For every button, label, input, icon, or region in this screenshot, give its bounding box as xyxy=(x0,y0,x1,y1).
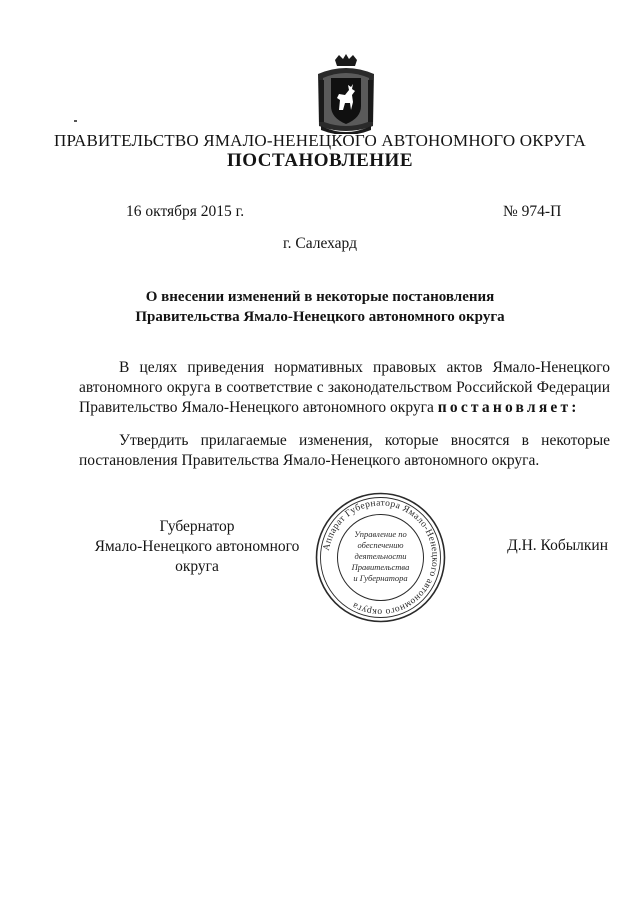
document-date: 16 октября 2015 г. xyxy=(126,203,245,220)
signatory-name: Д.Н. Кобылкин xyxy=(507,537,608,554)
coat-of-arms-icon xyxy=(315,54,377,134)
position-region: Ямало-Ненецкого автономного округа xyxy=(94,538,300,575)
document-subject xyxy=(80,287,560,327)
stamp-inner-line: обеспечению xyxy=(357,540,404,550)
stamp-inner-line: Управление по xyxy=(354,529,407,539)
paragraph-text: Правительство Ямало-Ненецкого автономного округа xyxy=(79,399,438,416)
signatory-position xyxy=(79,517,315,577)
stamp-inner-line: и Губернатора xyxy=(353,573,408,583)
stamp-inner-line: Правительства xyxy=(351,562,410,572)
scan-speck xyxy=(74,120,77,122)
paragraph-line: постановления Правительства Ямало-Ненецкого автономного округа. xyxy=(79,452,540,469)
document-type: ПОСТАНОВЛЕНИЕ xyxy=(226,150,414,171)
subject-line: О внесении изменений в некоторые постановления xyxy=(145,289,495,305)
stamp-inner-line: деятельности xyxy=(354,551,407,561)
body-paragraph xyxy=(79,431,610,471)
stamp-outer-text: Аппарат Губернатора Ямало-Ненецкого автономного округа xyxy=(321,498,440,617)
official-stamp xyxy=(314,492,447,623)
paragraph-line: Утвердить прилагаемые изменения, которые вносятся в некоторые xyxy=(119,432,610,449)
paragraph-line xyxy=(79,398,610,418)
body-paragraph xyxy=(79,358,610,418)
government-name: ПРАВИТЕЛЬСТВО ЯМАЛО-НЕНЕЦКОГО АВТОНОМНОГО ОКРУГА xyxy=(54,131,586,150)
paragraph-line: автономного округа в соответствие с законодательством Российской Федерации xyxy=(79,379,610,396)
document-city: г. Салехард xyxy=(283,235,357,252)
subject-line: Правительства Ямало-Ненецкого автономного округа xyxy=(135,309,505,325)
document-number: № 974-П xyxy=(503,203,562,220)
resolves-word: постановляет: xyxy=(437,399,580,416)
paragraph-line: В целях приведения нормативных правовых актов Ямало-Ненецкого xyxy=(119,359,610,376)
position-title: Губернатор xyxy=(159,518,235,535)
